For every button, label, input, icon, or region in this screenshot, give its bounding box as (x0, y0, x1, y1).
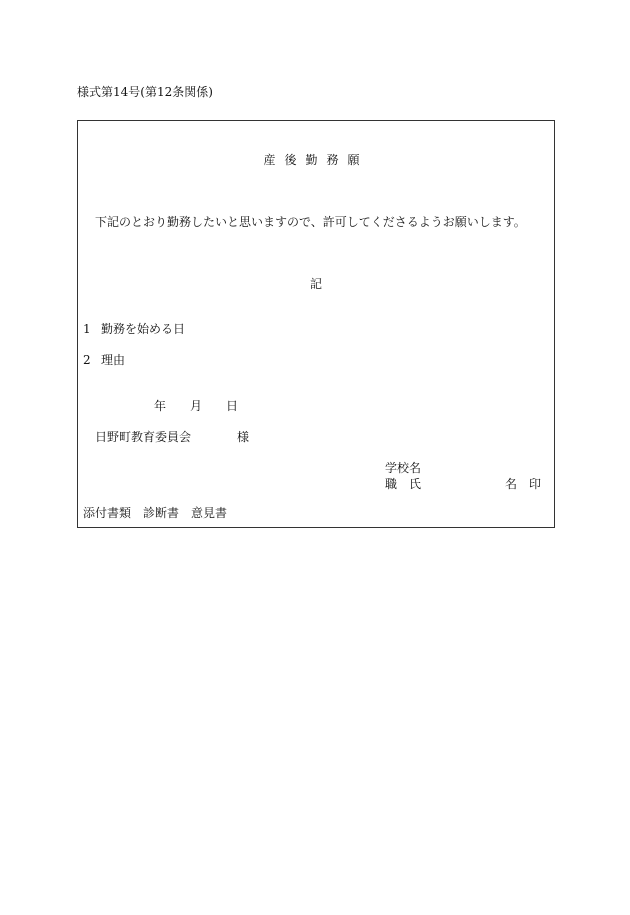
item-label: 勤務を始める日 (101, 322, 186, 336)
date-day-label: 日 (226, 399, 239, 413)
addressee-line (95, 431, 249, 443)
item-number: 2 (83, 353, 91, 367)
position-name-label (385, 478, 421, 490)
honorific: 様 (237, 430, 250, 444)
item-label: 理由 (101, 353, 126, 367)
date-month-label: 月 (190, 399, 203, 413)
attachments-label: 添付書類 (83, 506, 132, 520)
seal-label: 印 (529, 477, 542, 491)
name-seal-label (505, 478, 541, 490)
school-name-label: 学校名 (385, 461, 422, 475)
surname-label: 氏 (409, 477, 422, 491)
item-reason (83, 354, 125, 366)
item-number: 1 (83, 322, 91, 336)
form-number: 様式第14号(第12条関係) (77, 85, 213, 99)
name-label: 名 (505, 477, 518, 491)
position-label: 職 (385, 477, 398, 491)
attachments-line (83, 507, 227, 519)
attachment-diagnosis: 診断書 (143, 506, 180, 520)
form-frame (77, 120, 555, 528)
form-title: 産後勤務願 (263, 153, 369, 167)
date-line (154, 400, 238, 412)
request-text: 下記のとおり勤務したいと思いますので、許可してくださるようお願いします。 (95, 215, 526, 229)
item-start-date (83, 323, 185, 335)
addressee-name: 日野町教育委員会 (95, 430, 192, 444)
date-year-label: 年 (154, 399, 167, 413)
attachment-opinion: 意見書 (191, 506, 228, 520)
ki-heading: 記 (309, 277, 322, 291)
